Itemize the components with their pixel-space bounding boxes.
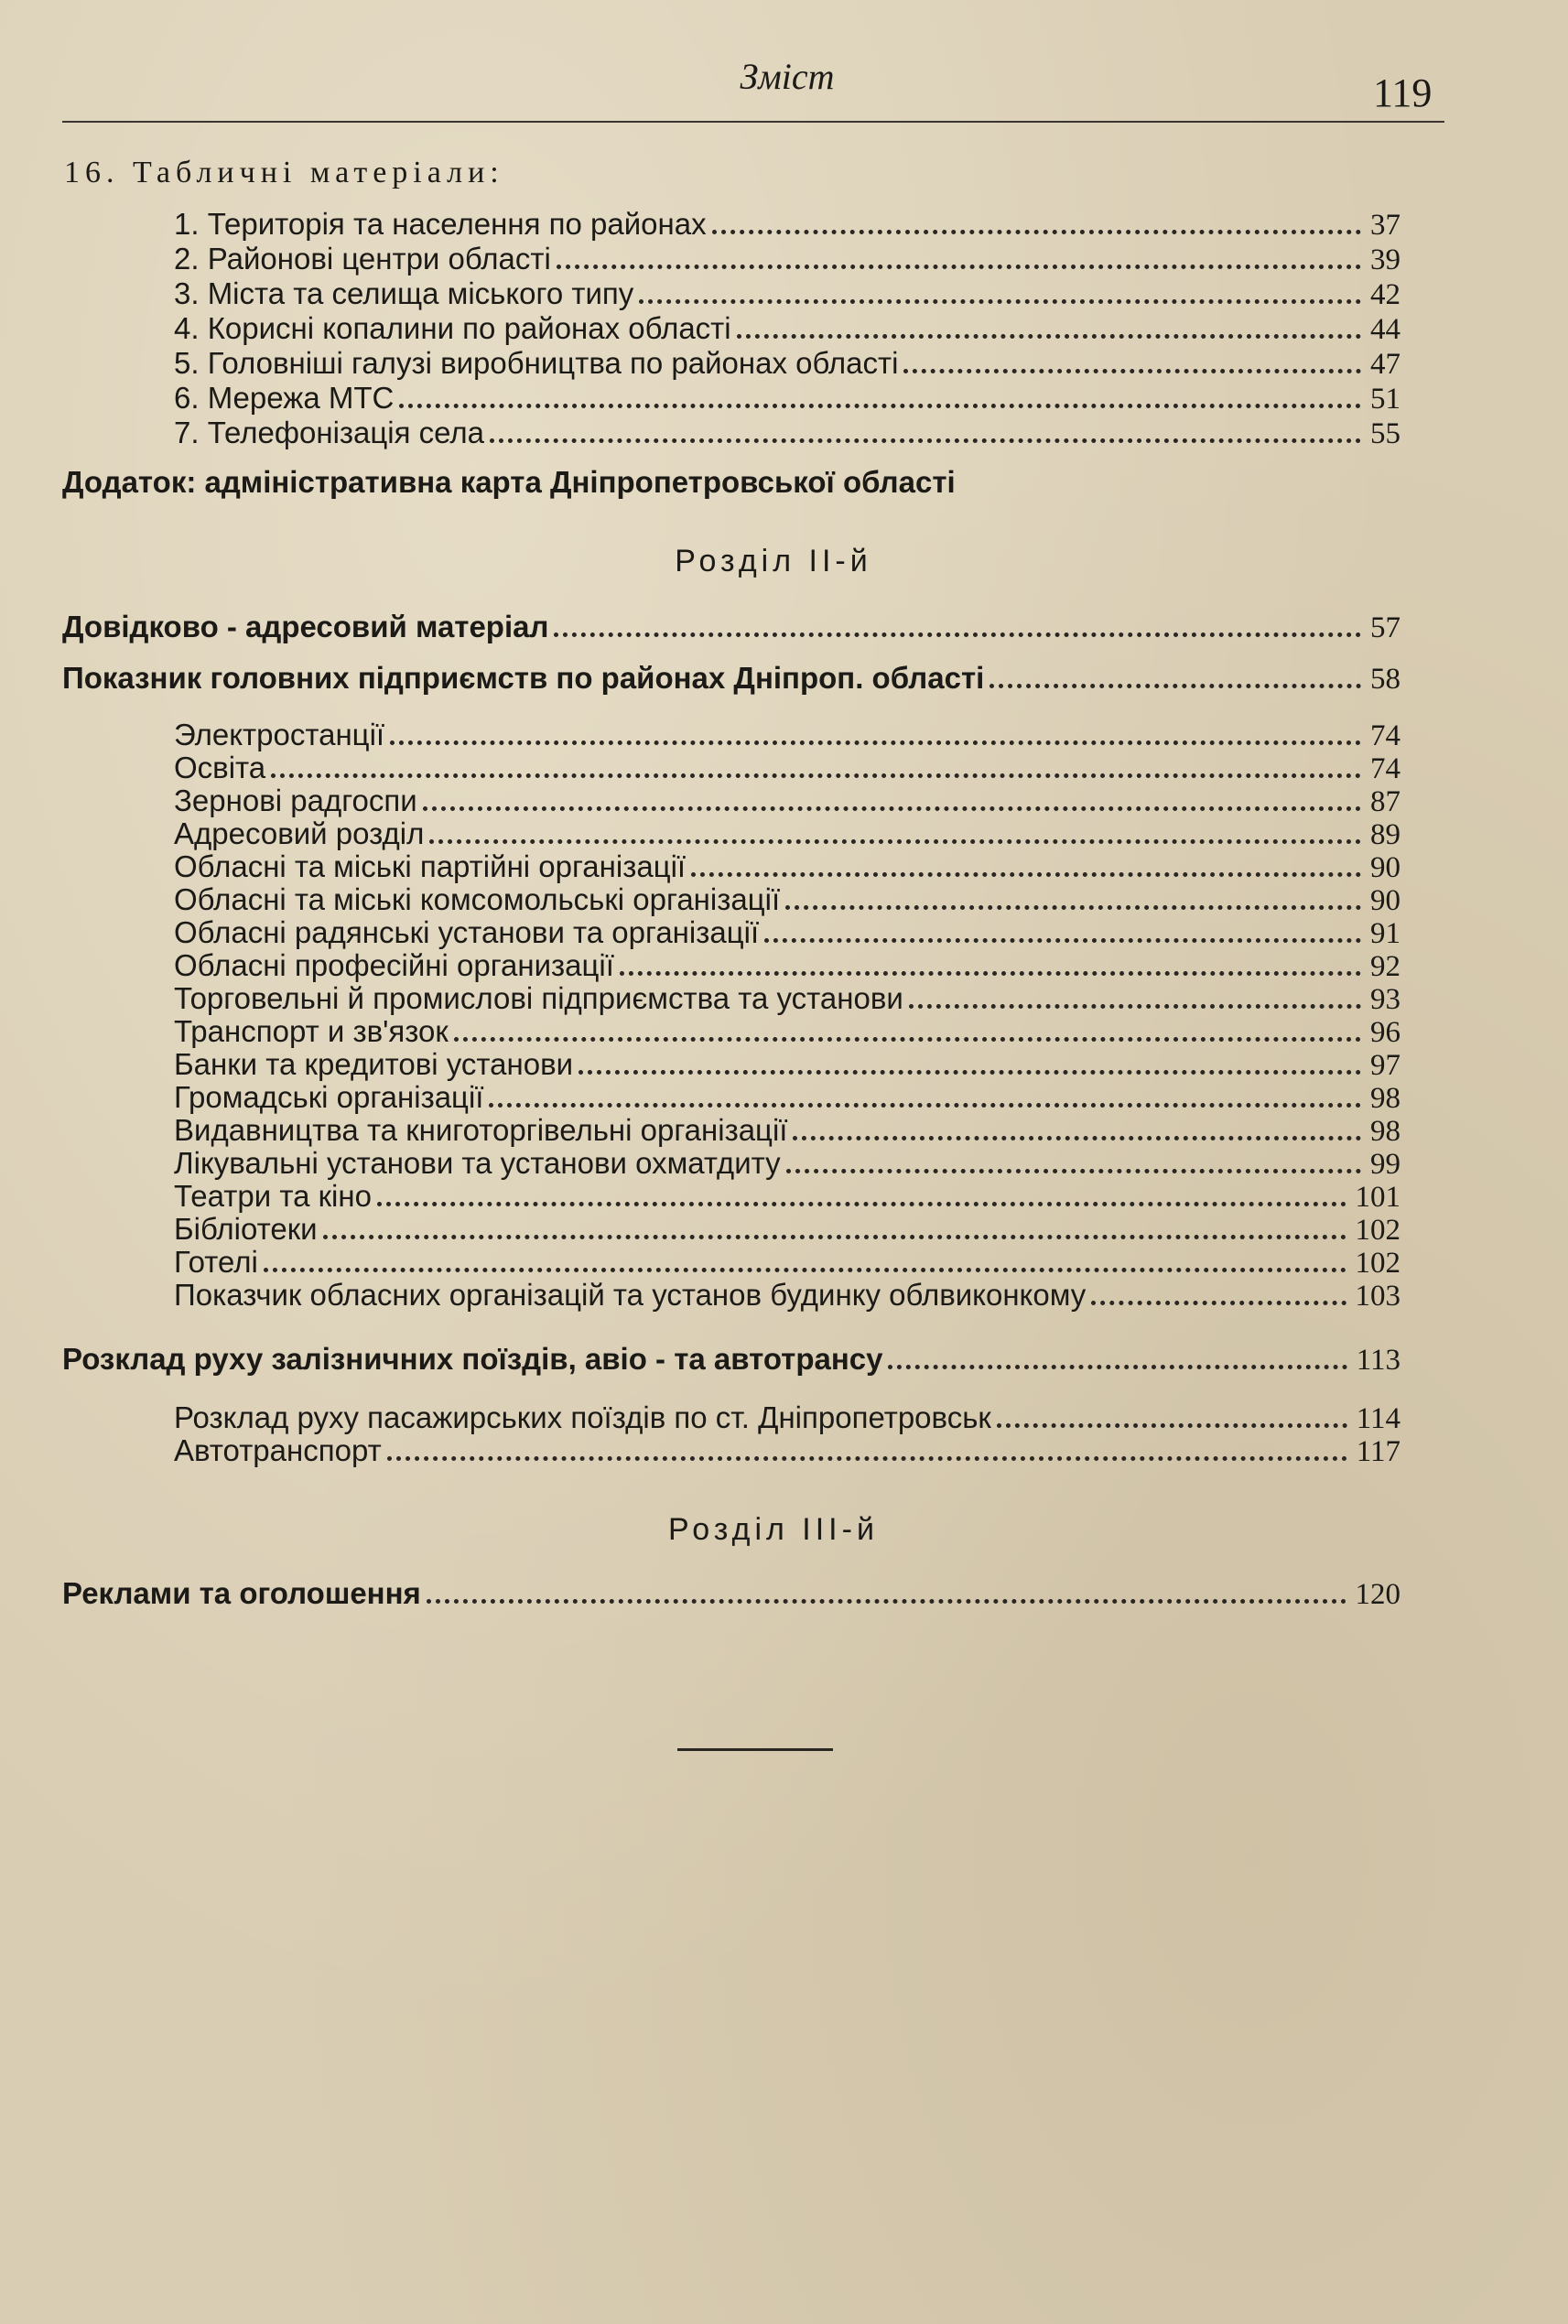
toc-entry <box>62 610 1400 646</box>
appendix-note: Додаток: адміністративна карта Дніпропетровської області <box>62 465 956 499</box>
toc-entry-page: 102 <box>1355 1214 1400 1247</box>
dot-leader <box>427 1599 1346 1604</box>
toc-entry <box>174 1245 1400 1281</box>
section-title: Розділ II-й <box>675 544 872 578</box>
toc-entry-label: Банки та кредитові установи <box>174 1047 574 1081</box>
dot-leader <box>764 938 1361 943</box>
toc-entry-label: 5. Головніші галузі виробництва по районах області <box>174 346 899 380</box>
toc-entry <box>174 1014 1400 1051</box>
toc-entry-label: 4. Корисні копалини по районах області <box>174 311 731 345</box>
toc-entry-label: Довідково - адресовий матеріал <box>62 610 549 643</box>
dot-leader <box>423 806 1361 811</box>
toc-entry-label: Освіта <box>174 751 266 784</box>
toc-entry-page: 102 <box>1355 1247 1400 1280</box>
toc-entry-page: 91 <box>1370 917 1400 950</box>
toc-entry-label: Транспорт и зв'язок <box>174 1014 449 1048</box>
toc-entry <box>174 381 1400 417</box>
toc-entry <box>174 346 1400 383</box>
toc-entry <box>174 1113 1400 1150</box>
section-title: Розділ III-й <box>668 1512 879 1547</box>
dot-leader <box>691 872 1361 877</box>
toc-entry <box>174 882 1400 919</box>
toc-entry-page: 39 <box>1370 243 1400 276</box>
toc-entry-label: Розклад руху пасажирських поїздів по ст. Дніпропетровськ <box>174 1400 991 1434</box>
toc-entry <box>174 1146 1400 1183</box>
toc-entry-page: 74 <box>1370 719 1400 752</box>
dot-leader <box>399 404 1361 408</box>
toc-entry-page: 97 <box>1370 1049 1400 1082</box>
toc-entry-label: Реклами та оголошення <box>62 1576 421 1610</box>
toc-entry-label: 2. Районові центри області <box>174 242 551 276</box>
dot-leader <box>793 1136 1361 1140</box>
toc-entry <box>174 207 1400 243</box>
dot-leader <box>786 1169 1361 1173</box>
dot-leader <box>712 230 1361 234</box>
toc-entry <box>174 1400 1400 1437</box>
toc-entry <box>174 1080 1400 1117</box>
toc-entry-label: Обласні професійні организації <box>174 948 614 982</box>
dot-leader <box>557 265 1361 269</box>
toc-entry-page: 98 <box>1370 1115 1400 1148</box>
toc-entry-page: 114 <box>1356 1402 1400 1435</box>
toc-entry-label: Зернові радгоспи <box>174 784 417 817</box>
toc-entry-page: 93 <box>1370 983 1400 1016</box>
toc-entry <box>174 981 1400 1018</box>
toc-entry-page: 55 <box>1370 417 1400 450</box>
toc-entry-label: Адресовий розділ <box>174 816 425 850</box>
dot-leader <box>264 1268 1346 1272</box>
toc-entry-label: Готелі <box>174 1245 258 1279</box>
toc-entry <box>174 1179 1400 1216</box>
toc-entry-page: 120 <box>1355 1578 1400 1611</box>
dot-leader <box>785 905 1361 910</box>
toc-entry-label: Громадські організації <box>174 1080 484 1114</box>
toc-entry-page: 89 <box>1370 818 1400 851</box>
toc-entry <box>174 718 1400 754</box>
toc-entry <box>174 816 1400 853</box>
toc-entry-label: 3. Міста та селища міського типу <box>174 276 634 310</box>
dot-leader <box>737 334 1361 339</box>
dot-leader <box>620 971 1361 976</box>
dot-leader <box>639 299 1361 304</box>
toc-entry-label: Обласні та міські комсомольські організації <box>174 882 781 916</box>
toc-entry-page: 87 <box>1370 785 1400 818</box>
dot-leader <box>579 1070 1361 1075</box>
toc-entry <box>174 784 1400 820</box>
dot-leader <box>454 1037 1361 1042</box>
toc-entry-page: 57 <box>1370 611 1400 644</box>
toc-entry-label: 1. Територія та населення по районах <box>174 207 707 241</box>
toc-entry-page: 42 <box>1370 278 1400 311</box>
toc-entry-page: 51 <box>1370 383 1400 416</box>
dot-leader <box>387 1456 1347 1461</box>
toc-entry <box>174 416 1400 452</box>
toc-entry-label: Розклад руху залізничних поїздів, авіо - та автотрансу <box>62 1342 883 1376</box>
toc-entry-label: Театри та кіно <box>174 1179 372 1213</box>
toc-entry-label: Лікувальні установи та установи охматдиту <box>174 1146 781 1180</box>
toc-entry-page: 98 <box>1370 1082 1400 1115</box>
toc-entry-label: Электростанції <box>174 718 385 751</box>
toc-entry-label: Обласні та міські партійні організації <box>174 849 687 883</box>
toc-entry-page: 96 <box>1370 1016 1400 1049</box>
dot-leader <box>390 740 1361 745</box>
dot-leader <box>997 1423 1347 1428</box>
toc-entry-page: 44 <box>1370 313 1400 346</box>
toc-entry-page: 117 <box>1356 1435 1400 1468</box>
toc-entry-page: 113 <box>1356 1344 1400 1377</box>
dot-leader <box>271 773 1361 778</box>
dot-leader <box>489 1103 1361 1108</box>
toc-entry-label: Торговельні й промислові підприємства та установи <box>174 981 903 1015</box>
end-rule <box>677 1748 833 1751</box>
page-number: 119 <box>1373 70 1433 115</box>
toc-entry <box>174 311 1400 348</box>
toc-entry-page: 58 <box>1370 663 1400 696</box>
toc-entry <box>62 1576 1400 1613</box>
toc-entry <box>174 276 1400 313</box>
toc-entry-label: 6. Мережа МТС <box>174 381 395 415</box>
toc-entry-page: 92 <box>1370 950 1400 983</box>
dot-leader <box>554 632 1361 637</box>
header-rule <box>62 121 1444 123</box>
dot-leader <box>888 1365 1346 1369</box>
dot-leader <box>1091 1301 1346 1305</box>
dot-leader <box>377 1202 1346 1206</box>
toc-entry-page: 90 <box>1370 884 1400 917</box>
dot-leader <box>989 684 1361 688</box>
toc-entry <box>174 751 1400 787</box>
dot-leader <box>903 369 1361 373</box>
dot-leader <box>490 438 1361 443</box>
toc-entry <box>174 849 1400 886</box>
toc-entry-page: 103 <box>1355 1280 1400 1313</box>
toc-entry <box>174 242 1400 278</box>
dot-leader <box>429 839 1361 844</box>
toc-entry <box>174 1047 1400 1084</box>
toc-entry <box>174 1278 1400 1314</box>
running-header-title: Зміст <box>740 56 835 97</box>
dot-leader <box>323 1235 1346 1239</box>
toc-entry-label: 7. Телефонізація села <box>174 416 485 449</box>
toc-entry-label: Видавництва та книготоргівельні організації <box>174 1113 788 1147</box>
toc-entry-page: 90 <box>1370 851 1400 884</box>
toc-entry-page: 37 <box>1370 209 1400 242</box>
toc-entry-page: 74 <box>1370 752 1400 785</box>
toc-entry <box>174 948 1400 985</box>
dot-leader <box>909 1004 1361 1009</box>
toc-entry-page: 47 <box>1370 348 1400 381</box>
toc-entry <box>174 915 1400 952</box>
toc-entry <box>62 661 1400 697</box>
toc-entry-label: Показчик обласних організацій та установ будинку облвиконкому <box>174 1278 1087 1312</box>
toc-entry <box>174 1212 1400 1248</box>
toc-entry <box>62 1342 1400 1378</box>
toc-entry-page: 99 <box>1370 1148 1400 1181</box>
toc-entry <box>174 1433 1400 1470</box>
tables-heading: 16. Табличні матеріали: <box>64 156 504 189</box>
toc-entry-label: Бібліотеки <box>174 1212 318 1246</box>
toc-entry-label: Обласні радянські установи та організації <box>174 915 760 949</box>
toc-entry-label: Автотранспорт <box>174 1433 382 1467</box>
toc-entry-label: Показник головних підприємств по районах Дніпроп. області <box>62 661 985 695</box>
toc-entry-page: 101 <box>1355 1181 1400 1214</box>
